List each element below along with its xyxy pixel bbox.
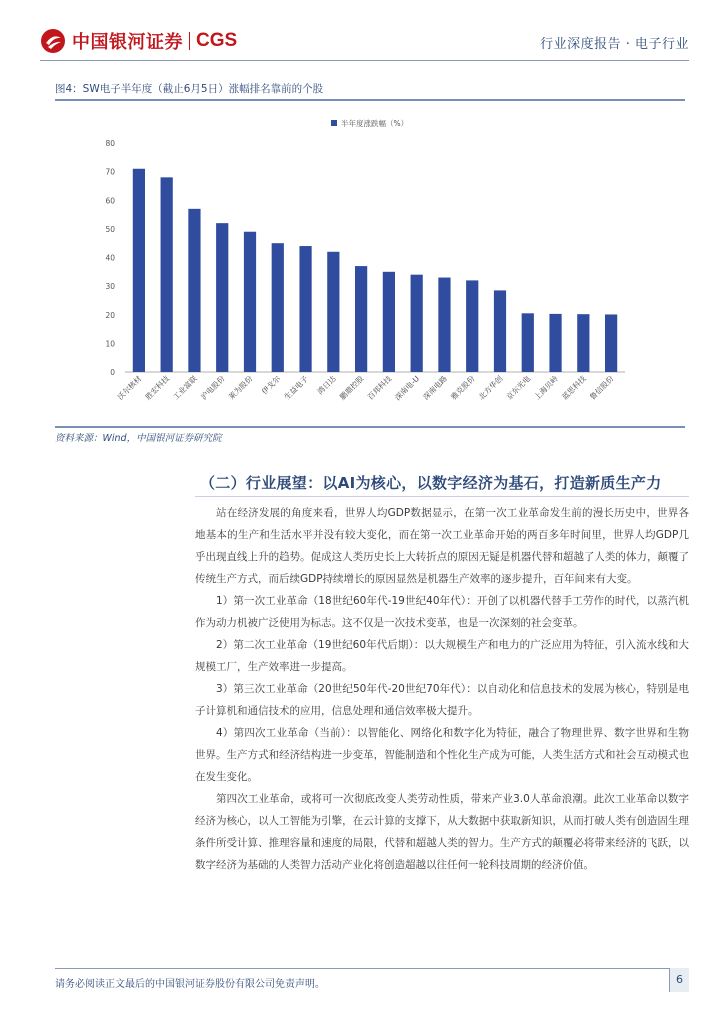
bar-chart xyxy=(55,108,685,426)
page-number: 6 xyxy=(669,968,689,992)
x-tick-label: 工业富联 xyxy=(171,374,199,402)
bar xyxy=(494,290,506,372)
x-tick-label: 蓝思科技 xyxy=(560,374,588,402)
bar xyxy=(355,266,367,372)
y-tick-label: 80 xyxy=(105,139,115,148)
bar xyxy=(411,275,423,372)
brand-logo xyxy=(40,28,237,54)
x-tick-label: 鸿日达 xyxy=(315,374,338,397)
legend-label: 半年度涨跌幅（%） xyxy=(341,119,409,128)
x-tick-label: 伊戈尔 xyxy=(259,374,283,397)
bar xyxy=(244,232,256,372)
bar xyxy=(383,272,395,372)
y-tick-label: 40 xyxy=(105,253,115,263)
x-tick-label: 沪电股份 xyxy=(199,374,227,402)
x-tick-label: 深南电-U xyxy=(393,374,422,403)
x-tick-label: 沃尔核材 xyxy=(115,374,144,402)
section-heading: （二）行业展望：以AI为核心，以数字经济为基石，打造新质生产力 xyxy=(200,474,662,492)
x-tick-label: 深南电路 xyxy=(421,374,449,402)
logo-english-name: CGS xyxy=(196,30,238,51)
y-tick-label: 20 xyxy=(105,310,115,320)
bar xyxy=(327,252,339,372)
x-tick-label: 京东光电 xyxy=(504,374,533,402)
paragraph: 4）第四次工业革命（当前）：以智能化、网络化和数字化为特征，融合了物理世界、数字世界和生物世界。生产方式和经济结构进一步变革，智能制造和个性化生产成为可能，人类生活方式和社会互动模式也在发生变化。 xyxy=(195,727,689,783)
paragraph: 3）第三次工业革命（20世纪50年代-20世纪70年代）：以自动化和信息技术的发展为核心，特别是电子计算机和通信技术的应用，信息处理和通信效率极大提升。 xyxy=(195,683,689,717)
x-tick-label: 莱为股份 xyxy=(226,374,255,402)
y-tick-label: 30 xyxy=(105,282,115,292)
page-header xyxy=(0,0,724,60)
bar xyxy=(438,278,450,372)
bar xyxy=(605,314,617,372)
figure-caption: 图4：SW电子半年度（截止6月5日）涨幅排名靠前的个股 xyxy=(55,80,685,101)
bar xyxy=(161,177,173,372)
y-tick-label: 50 xyxy=(105,224,115,234)
bar xyxy=(272,243,284,372)
bar xyxy=(577,314,589,372)
paragraph: 1）第一次工业革命（18世纪60年代-19世纪40年代）：开创了以机器代替手工劳作的时代，以蒸汽机作为动力机被广泛使用为标志。这不仅是一次技术变革，也是一次深刻的社会变革。 xyxy=(195,595,689,629)
logo-chinese-name: 中国银河证券 xyxy=(72,32,183,53)
x-tick-label: 鹏鼎控股 xyxy=(337,374,366,402)
x-tick-label: 雅克股份 xyxy=(449,374,477,402)
figure-source: 资料来源：Wind，中国银河证券研究院 xyxy=(55,433,222,444)
bar xyxy=(466,280,478,372)
legend-swatch xyxy=(331,120,337,126)
body-text xyxy=(195,502,689,876)
paragraph: 2）第二次工业革命（19世纪60年代后期）：以大规模生产和电力的广泛应用为特征，引入流水线和大规模工厂，生产效率进一步提高。 xyxy=(195,639,689,673)
y-tick-label: 10 xyxy=(105,339,115,349)
paragraph: 站在经济发展的角度来看，世界人均GDP数据显示，在第一次工业革命发生前的漫长历史中，世界各地基本的生产和生活水平并没有较大变化，而在第一次工业革命开始的两百多年时间里，世界人均GDP几乎出现直线上升的趋势。促成这人类历史长上大转折点的原因无疑是机器代替和超越了人类的体力，颠覆了传统生产方式，而后续GDP持续增长的原因显然是机器生产效率的逐步提升，百年间来有大变。 xyxy=(195,507,689,585)
x-tick-label: 鲁信股份 xyxy=(587,374,616,402)
x-tick-label: 北方华创 xyxy=(476,374,505,402)
bar xyxy=(299,246,311,372)
paragraph: 第四次工业革命，或将可一次彻底改变人类劳动性质，带来产业3.0人革命浪潮。此次工业革命以数字经济为核心，以人工智能为引擎，在云计算的支撑下，从大数据中获取新知识，从而打破人类有创造固生理条件所受计算、推理容量和速度的局限，代替和超越人类的智力。生产方式的颠覆必将带来经济的飞跃，以数字经济为基础的人类智力活动产业化将创造超越以往任何一轮科技周期的经济价值。 xyxy=(195,793,689,871)
company-logo-icon xyxy=(40,28,66,54)
x-tick-label: 生益电子 xyxy=(282,374,310,402)
bar xyxy=(522,313,534,372)
y-tick-label: 0 xyxy=(110,368,115,377)
x-tick-label: 百邦科技 xyxy=(365,374,394,402)
report-type-label: 行业深度报告 · 电子行业 xyxy=(540,37,689,52)
source-divider xyxy=(55,426,685,428)
bar xyxy=(216,223,228,372)
x-tick-label: 上海贝岭 xyxy=(532,374,560,402)
footer-divider xyxy=(55,968,685,969)
x-tick-label: 胜宏科技 xyxy=(143,374,172,402)
bar xyxy=(133,169,145,372)
bar xyxy=(549,314,561,372)
header-divider xyxy=(40,60,689,61)
y-tick-label: 60 xyxy=(105,196,115,206)
bar xyxy=(188,209,200,372)
logo-divider xyxy=(189,32,190,50)
section-divider xyxy=(195,496,689,497)
disclaimer-link[interactable]: 请务必阅读正文最后的中国银河证券股份有限公司免责声明。 xyxy=(55,979,325,990)
chart-canvas xyxy=(55,108,685,426)
y-tick-label: 70 xyxy=(105,167,115,177)
